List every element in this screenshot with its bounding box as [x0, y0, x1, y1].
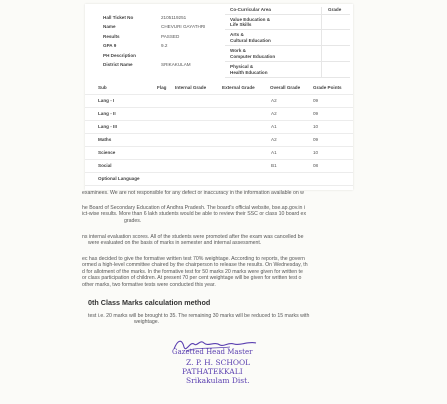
table-row [85, 147, 353, 160]
subject-name: Lang - II [98, 111, 116, 116]
article-line: were evaluated on the basis of marks in semester and internal assessment. [88, 240, 262, 247]
article-line: grades. [124, 217, 142, 224]
subject-name: Lang - III [98, 124, 117, 129]
column-header-grade-points: Grade Points [313, 85, 342, 90]
school-stamp [170, 335, 270, 390]
divider [225, 29, 350, 30]
divider [225, 45, 350, 46]
co-curricular-area-4: Physical & [230, 64, 254, 69]
co-curricular-area-3-sub: Computer Education [230, 54, 276, 59]
hall-ticket-value: 2105119251 [161, 15, 187, 20]
grade-points: 08 [313, 163, 319, 168]
article-line: weightage. [134, 319, 160, 326]
co-curricular-area-3: Work & [230, 48, 246, 53]
co-curricular-area-1-sub: Life Skills [230, 22, 252, 27]
section-heading: 0th Class Marks calculation method [88, 298, 211, 307]
article-line: examinees. We are not responsible for any defect or inaccuracy in the information available on w [82, 190, 304, 196]
marks-table-header [85, 82, 353, 95]
stamp-line-3: PATHATEKKALI [182, 367, 243, 376]
co-curricular-area-1: Value Education & [230, 17, 271, 22]
overall-grade: A2 [271, 111, 277, 116]
article-paragraph [82, 234, 362, 247]
stamp-line-4: Srikakulam Dist. [186, 376, 250, 385]
article-paragraph [82, 190, 362, 196]
table-row [85, 173, 353, 186]
subject-name: Social [98, 163, 112, 168]
name-label: Name [103, 24, 116, 29]
co-curricular-area-header: Co-Curricular Area [230, 7, 271, 12]
article-line: or class participation of children. At present 70 per cent weightage will be given for written test o [82, 275, 302, 282]
article-line: ns internal evaluation scores. All of the students were promoted after the exam was cancelled be [82, 234, 304, 240]
divider [321, 7, 322, 77]
table-row [85, 95, 353, 108]
column-header-external-grade: External Grade [222, 85, 255, 90]
overall-grade: B1 [271, 163, 277, 168]
overall-grade: A1 [271, 150, 277, 155]
article-line: d for allotment of the marks. In the formative test for 50 marks 20 marks were given for written te [82, 268, 303, 275]
name-value: CHEVURI GAYATHRI [161, 24, 206, 29]
table-row [85, 121, 353, 134]
grade-points: 09 [313, 137, 319, 142]
grade-points: 09 [313, 98, 319, 103]
subject-name: Optional Language [98, 176, 140, 181]
divider [225, 14, 350, 15]
divider [225, 77, 350, 78]
column-header-flag: Flag [157, 85, 167, 90]
overall-grade: A2 [271, 137, 277, 142]
co-curricular-grade-header: Grade [328, 7, 342, 12]
column-header-overall-grade: Overall Grade [270, 85, 301, 90]
overall-grade: A2 [271, 98, 277, 103]
results-value: PASSED [161, 34, 180, 39]
article-line: ict-wise results. More than 6 lakh students would be able to review their SSC or class 10 board ex [82, 211, 307, 218]
grade-points: 10 [313, 150, 319, 155]
co-curricular-area-2-sub: Cultural Education [230, 38, 271, 43]
subject-name: Maths [98, 137, 112, 142]
subject-name: Lang - I [98, 98, 115, 103]
district-value: SRIKAKULAM [161, 62, 191, 67]
gpa-label: GPA 9 [103, 43, 117, 48]
overall-grade: A1 [271, 124, 277, 129]
article-line: test i.e. 20 marks will be brought to 35. The remaining 30 marks will be reduced to 15 marks with [88, 313, 310, 319]
grade-points: 09 [313, 111, 319, 116]
stamp-line-1: Gazetted Head Master [172, 348, 253, 356]
article-paragraph [82, 313, 362, 326]
hall-ticket-label: Hall Ticket No [103, 15, 134, 20]
district-label: District Name [103, 62, 133, 67]
article-line: ec has decided to give the formative written test 70% weightage. According to reports, the govern [82, 256, 305, 262]
table-row [85, 108, 353, 121]
article-paragraph [82, 256, 362, 288]
stamp-line-2: Z. P. H. SCHOOL [186, 358, 251, 367]
co-curricular-area-4-sub: Health Education [230, 70, 268, 75]
gpa-value: 9.2 [161, 43, 168, 48]
table-row [85, 134, 353, 147]
article-paragraph [82, 205, 362, 224]
divider [225, 61, 350, 62]
column-header-sub: Sub [98, 85, 107, 90]
results-label: Results [103, 34, 120, 39]
subject-name: Science [98, 150, 116, 155]
article-line: other marks, two formative tests were conducted this year. [82, 281, 216, 288]
co-curricular-area-2: Arts & [230, 32, 244, 37]
article-line: he Board of Secondary Education of Andhra Pradesh. The board's official website, bse.ap.gov.in i [82, 205, 306, 211]
marks-table [85, 82, 353, 186]
table-row [85, 160, 353, 173]
ph-description-label: PH Description [103, 53, 136, 58]
article-line: ormed a high-level committee chaired by the chairperson to release the results. On Wednesday, th [82, 262, 308, 269]
grade-points: 10 [313, 124, 319, 129]
column-header-internal-grade: Internal Grade [175, 85, 207, 90]
